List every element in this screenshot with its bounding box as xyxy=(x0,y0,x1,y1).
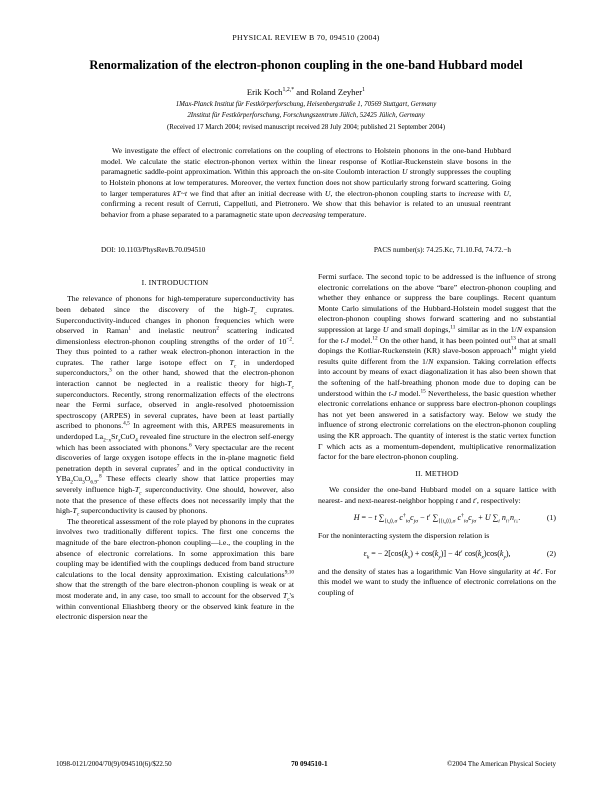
doi-pacs-line xyxy=(101,246,511,254)
equation-1 xyxy=(318,513,556,524)
abstract: We investigate the effect of electronic correlations on the coupling of electrons to Holstein phonons in the one-band Hubbard model. We calculate the static electron-phonon vertex within the linear response of Kotliar-Ruckenstein slave bosons in the paramagnetic saddle-point approximation. Within this approach the on-site Coulomb interaction U strongly suppresses the coupling to Holstein phonons at low temperatures. Moreover, the vertex function does not show particularly strong forward scattering. Going to larger temperatures kT~t we find that after an initial decrease with U, the electron-phonon coupling starts to increase with U, confirming a recent result of Cerruti, Cappelluti, and Pietronero. We show that this behavior is related to an unusual reentrant behavior from a phase separated to a paramagnetic state upon decreasing temperature. xyxy=(101,146,511,219)
paragraph: We consider the one-band Hubbard model on a square lattice with nearest- and next-nearest-neighbor hopping t and t′, respectively: xyxy=(318,485,556,505)
paragraph: Fermi surface. The second topic to be addressed is the influence of strong electronic correlations on the above “bare” electron-phonon coupling and whether they enhance or suppress the bare couplings. Recent quantum Monte Carlo simulations of the Hubbard-Holstein model suggest that the electron-phonon coupling shows forward scattering and no substantial suppression at large U and small dopings,$^{11}$ similar as in the 1/N expansion for the t-J model.$^{12}$ On the other hand, it has been pointed out$^{13}$ that at small dopings the Kotliar-Ruckenstein (KR) slave-boson approach$^{14}$ might yield results quite different from the 1/N expansion. Taking correlation effects into account by means of exact diagonalization it has also been shown that the softening of the half-breathing phonon mode due to doping can be understood within the t-J model.$^{15}$ Nevertheless, the basic question whether electronic correlations enhance or suppress bare electron-phonon couplings has not yet been answered in a satisfactory way. Below we study the influence of strong electronic correlations on the electron-phonon coupling using the KR approach. The quantity of interest is the static vertex function Γ which acts as a momentum-dependent, multiplicative renormalization factor for the bare electron-phonon coupling. xyxy=(318,272,557,462)
footer-page-number: 70 094510-1 xyxy=(291,760,328,768)
affiliation-2: 2Institut für Festkörperforschung, Forschungszentrum Jülich, 52425 Jülich, Germany xyxy=(187,112,425,119)
equation-2-body: $\varepsilon_k$ = − $2[\cos(k_x) + \cos(k_y)] - 4t'$ $\cos(k_x)\cos(k_y)$, xyxy=(363,548,511,561)
page-footer xyxy=(56,760,556,768)
section-heading-method: II. METHOD xyxy=(415,468,459,478)
section-heading-intro: I. INTRODUCTION xyxy=(141,278,209,287)
affiliation-1: 1Max-Planck Institut für Festkörperforschung, Heisenbergstraße 1, 70569 Stuttgart, Germany xyxy=(175,101,437,108)
column-left xyxy=(56,272,294,623)
column-right xyxy=(318,272,556,598)
received-dates: (Received 17 March 2004; revised manuscript received 28 July 2004; published 21 September 2004) xyxy=(166,124,446,131)
paragraph: The relevance of phonons for high-temperature superconductivity has been debated since the discovery of the high-$T_c$ cuprates. Superconductivity-induced changes in phonon frequencies which were observed in Raman$^1$ and inelastic neutron$^2$ scattering indicated dimensionless electron-phonon coupling strengths of the order of $10^{-2}$. They thus pointed to a rather weak electron-phonon interaction in the cuprates. The rather large isotope effect on $T_c$ in underdoped superconductors,$^3$ on the other hand, showed that the electron-phonon interaction cannot be neglected in a realistic theory for high-$T_c$ superconductors. Recently, strong renormalization effects of the electrons near the Fermi surface, observed in angle-resolved photoemission spectroscopy (ARPES) in several cuprates, have been at least partially ascribed to phonons.$^{4,5}$ In agreement with this, ARPES measurements in underdoped $La_{2-x}Sr_xCuO_4$ revealed fine structure in the electron self-energy which has been associated with phonons.$^6$ Very spectacular are the recent discoveries of large oxygen isotope effects in the in-plane magnetic field penetration depth in several cuprates$^7$ and in the optical conductivity in $YBa_2Cu_3O_{6.9}.^8$ These effects clearly show that lattice properties may severely influence high-$T_c$ superconductivity. One should, however, also note that the presence of these effects does not necessarily imply that the high-$T_c$ superconductivity is caused by phonons. xyxy=(56,294,295,518)
equation-1-number: (1) xyxy=(546,513,556,523)
author-list: Erik Koch$^{1,2,*}$ and Roland Zeyher$^1$ xyxy=(246,87,366,97)
doi: DOI: 10.1103/PhysRevB.70.094510 xyxy=(101,246,206,254)
paragraph: The theoretical assessment of the role played by phonons in the cuprates involves two traditionally different topics. The first one concerns the magnitude of the bare electron-phonon coupling—i.e., the coupling in the absence of electronic correlations. In some approximation this bare coupling may be identified with the couplings deduced from band structure calculations to the local density approximation. Existing calculations$^{9,10}$ show that the strength of the bare electron-phonon coupling is weak or at most moderate and, in any case, too small to account for the observed $T_c's$ within conventional Eliashberg theory or the observed kink feature in the electronic dispersion near the xyxy=(56,516,294,622)
footer-issn: 1098-0121/2004/70(9)/094510(6)/$22.50 xyxy=(56,760,172,768)
journal-header: PHYSICAL REVIEW B 70, 094510 (2004) xyxy=(232,33,380,42)
equation-2-number: (2) xyxy=(546,548,556,558)
paragraph: For the noninteracting system the dispersion relation is xyxy=(318,531,490,541)
footer-copyright: ©2004 The American Physical Society xyxy=(446,760,556,768)
pacs: PACS number(s): 74.25.Kc, 71.10.Fd, 74.72.−h xyxy=(373,246,511,254)
equation-1-body: H = − t $\sum_{⟨i,j⟩,\sigma}$ $c^\dagger_{i\sigma}c_{j\sigma} - t'$ $\sum_{⟨⟨i,j⟩⟩,\sigma}$ $c^\dagger_{i\sigma}c_{j\sigma} + U$ $\sum_i$ $n_{i↑}n_{i↓}$. xyxy=(353,512,521,525)
equation-2 xyxy=(318,549,556,560)
paragraph: and the density of states has a logarithmic Van Hove singularity at 4t′. For this model we want to study the influence of electronic correlations on the coupling of xyxy=(318,566,556,597)
body-columns xyxy=(56,272,556,752)
page-title: Renormalization of the electron-phonon coupling in the one-band Hubbard model xyxy=(89,58,523,72)
